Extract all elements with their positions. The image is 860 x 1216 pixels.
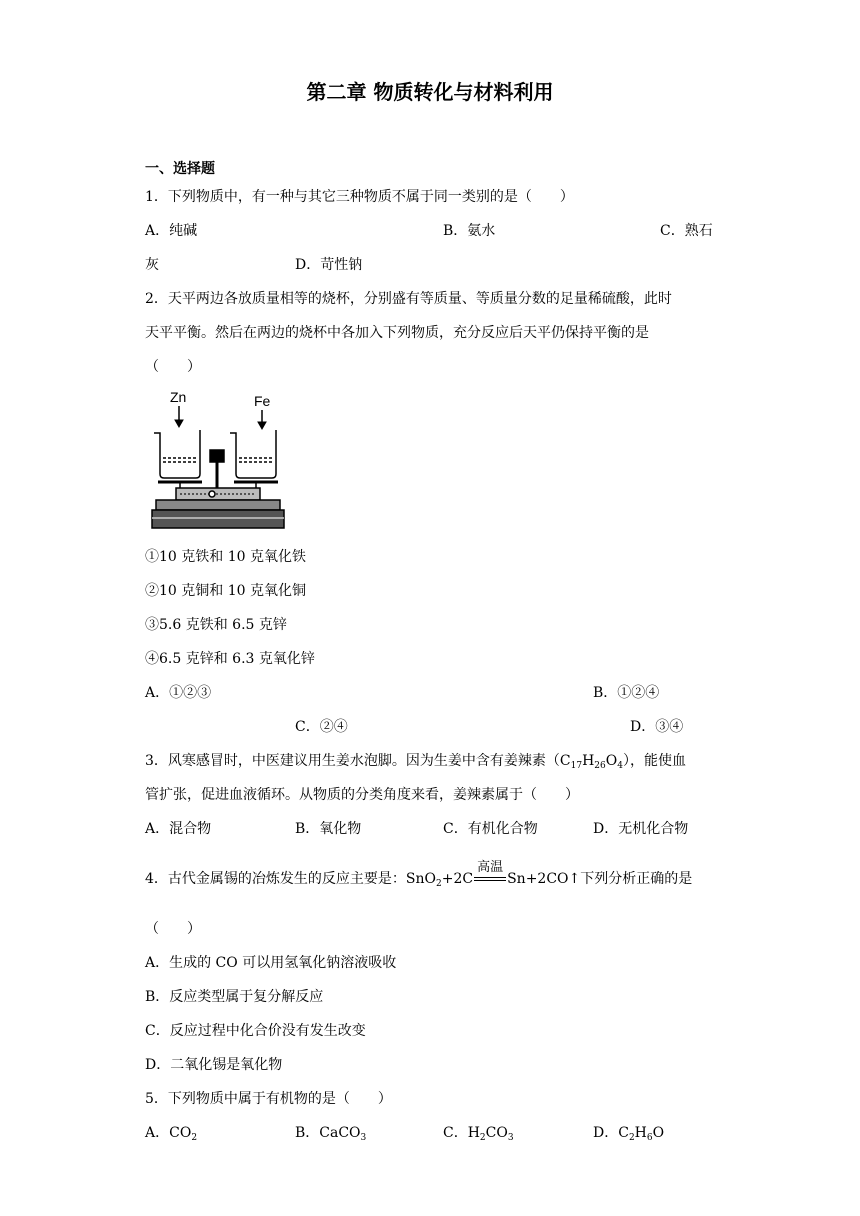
- q4-option-c: C．反应过程中化合价没有发生改变: [145, 1023, 366, 1039]
- left-beaker-icon: [154, 430, 200, 478]
- zn-label: Zn: [170, 389, 187, 405]
- q2-stem-line1: 2．天平两边各放质量相等的烧杯，分别盛有等质量、等质量分数的足量稀硫酸，此时: [145, 291, 672, 307]
- q2-item-1: ①10 克铁和 10 克氧化铁: [145, 549, 306, 565]
- reaction-condition: 高温: [473, 872, 507, 886]
- q1-stem: 1．下列物质中，有一种与其它三种物质不属于同一类别的是（ ）: [145, 189, 574, 205]
- q1-option-c-continued: 灰: [145, 257, 159, 273]
- right-beaker-icon: [230, 430, 276, 478]
- q5-option-a: A．$CO_2$: [145, 1125, 198, 1143]
- q5-option-b: B．CaCO$_3$: [295, 1125, 367, 1143]
- q2-stem-line2: 天平平衡。然后在两边的烧杯中各加入下列物质，充分反应后天平仍保持平衡的是: [145, 325, 649, 341]
- q3-option-c: C．有机化合物: [443, 821, 538, 837]
- q1-option-d: D．苛性钠: [295, 257, 363, 273]
- fe-label: Fe: [254, 393, 271, 409]
- q2-option-b: B．①②④: [593, 685, 660, 701]
- q4-option-a: A．生成的 CO 可以用氢氧化钠溶液吸收: [145, 955, 397, 971]
- q4-option-d: D．二氧化锡是氧化物: [145, 1057, 283, 1073]
- q2-item-3: ③5.6 克铁和 6.5 克锌: [145, 617, 287, 633]
- balance-figure: [150, 388, 286, 536]
- q3-stem-line1: 3．风寒感冒时，中医建议用生姜水泡脚。因为生姜中含有姜辣素$(C_{17}H_{26}O_4)$，能使血: [145, 753, 686, 771]
- q5-option-d: D．$C_2H_6O$: [593, 1125, 665, 1143]
- q1-option-a: A．纯碱: [145, 223, 198, 239]
- q3-stem-line2: 管扩张，促进血液循环。从物质的分类角度来看，姜辣素属于（ ）: [145, 787, 579, 803]
- q2-stem-line3: （ ）: [145, 359, 201, 375]
- q2-item-2: ②10 克铜和 10 克氧化铜: [145, 583, 306, 599]
- q2-option-d: D．③④: [630, 719, 684, 735]
- q4-paren: （ ）: [145, 921, 201, 937]
- q2-option-a: A．①②③: [145, 685, 212, 701]
- q2-item-4: ④6.5 克锌和 6.3 克氧化锌: [145, 651, 315, 667]
- q2-option-c: C．②④: [295, 719, 348, 735]
- q1-option-c: C．熟石: [660, 223, 713, 239]
- fe-arrow-icon: [258, 410, 266, 429]
- q3-option-a: A．混合物: [145, 821, 212, 837]
- q5-stem: 5．下列物质中属于有机物的是（ ）: [145, 1091, 392, 1107]
- q5-option-c: C．$H_2CO_3$: [443, 1125, 514, 1143]
- q4-option-b: B．反应类型属于复分解反应: [145, 989, 324, 1005]
- page-title: 第二章 物质转化与材料利用: [306, 80, 554, 104]
- section-heading: 一、选择题: [145, 161, 215, 177]
- q3-option-d: D．无机化合物: [593, 821, 689, 837]
- zn-arrow-icon: [175, 406, 183, 427]
- q1-option-b: B．氨水: [443, 223, 496, 239]
- q4-stem: 4．古代金属锡的冶炼发生的反应主要是：SnO$_2$+2C 高温 Sn+2CO↑下列分析正确的是: [145, 860, 693, 889]
- q3-option-b: B．氧化物: [295, 821, 362, 837]
